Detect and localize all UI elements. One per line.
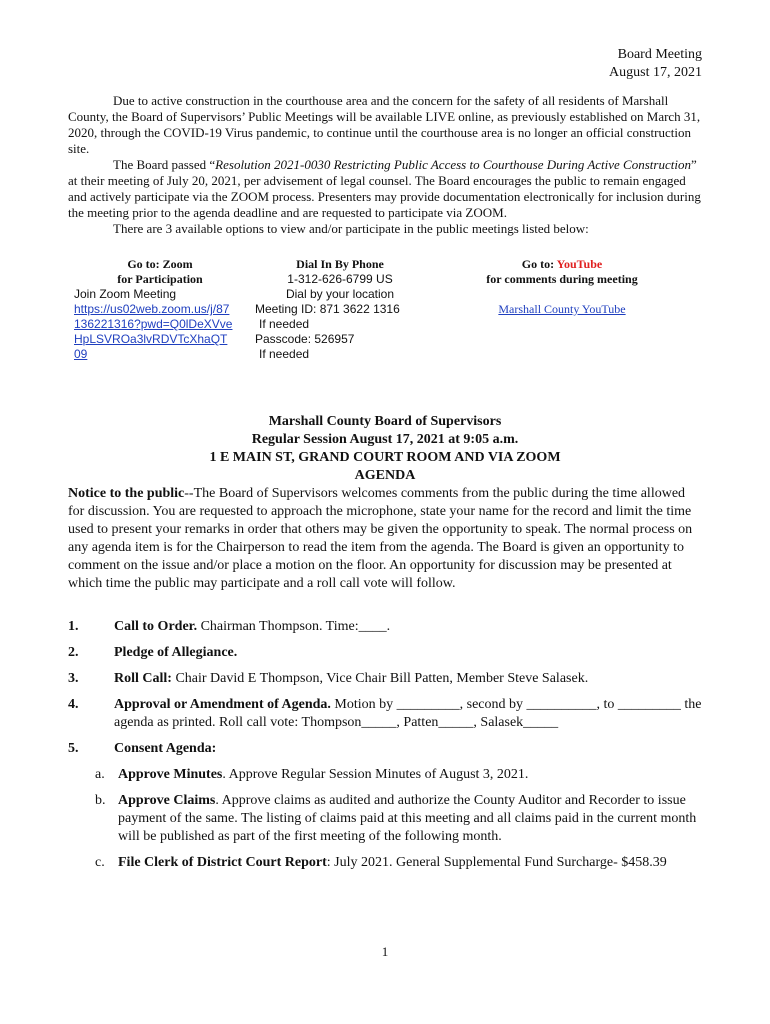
zoom-link-line: 09 — [74, 347, 88, 361]
intro-paragraph-3: There are 3 available options to view and/or participate in the public meetings listed below: — [113, 221, 589, 236]
public-notice — [68, 485, 704, 593]
zoom-meeting-link[interactable] — [74, 302, 246, 362]
zoom-heading: Go to: Zoom — [127, 257, 193, 271]
youtube-heading — [470, 257, 654, 272]
meeting-id: Meeting ID: 871 3622 1316 — [255, 302, 400, 316]
youtube-heading-prefix: Go to: — [521, 257, 557, 271]
if-needed-note: If needed — [259, 347, 310, 361]
zoom-link-line: HpLSVROa3lvRDVTcXhaQT — [74, 332, 228, 346]
dial-by-location: Dial by your location — [285, 287, 395, 301]
notice-text: --The Board of Supervisors welcomes comments from the public during the time allowed for discussion. You are requested to approach the microphone, state your name for the record and limit the time used to present your remarks in order that others may be given the opportunity to speak. The normal process on any agenda item is for the Chairperson to read the item from the agenda. The Board is given an opportunity to comment on the issue and/or place a motion on the floor. An opportunity for discussion may be presented at which time the public may participate and a roll call vote will follow. — [68, 486, 693, 591]
zoom-link-line: 136221316?pwd=Q0lDeXVve — [74, 317, 233, 331]
agenda-heading: AGENDA — [354, 468, 416, 483]
item-text: Motion by _________, second by __________, to _________ the agenda as printed. Roll call vote: Thompson_____, Patten_____, Salasek_____ — [114, 697, 702, 730]
sub-item-title: Approve Minutes — [118, 767, 223, 782]
sub-item-text: . Approve Regular Session Minutes of August 3, 2021. — [222, 767, 529, 782]
consent-item-clerk-report — [68, 854, 704, 872]
join-zoom-label: Join Zoom Meeting — [74, 287, 177, 301]
passcode: Passcode: 526957 — [255, 332, 355, 346]
header-meeting-type: Board Meeting — [617, 47, 702, 62]
notice-lead: Notice to the public — [68, 486, 185, 501]
board-name: Marshall County Board of Supervisors — [268, 414, 502, 429]
page-number: 1 — [381, 944, 389, 959]
item-number: 3. — [68, 671, 79, 686]
item-title: Approval or Amendment of Agenda. — [114, 697, 331, 712]
youtube-brand: YouTube — [556, 257, 603, 271]
sub-item-letter: a. — [95, 767, 105, 782]
item-number: 5. — [68, 741, 79, 756]
youtube-link[interactable]: Marshall County YouTube — [498, 302, 626, 316]
header-meeting-date: August 17, 2021 — [609, 65, 702, 80]
sub-item-title: Approve Claims — [118, 793, 216, 808]
item-number: 4. — [68, 697, 79, 712]
session-datetime: Regular Session August 17, 2021 at 9:05 a.m. — [251, 432, 519, 447]
intro-p2-prefix: The Board passed “ — [113, 157, 216, 172]
sub-item-letter: c. — [95, 855, 105, 870]
agenda-item-call-to-order — [68, 618, 704, 636]
if-needed-note: If needed — [259, 317, 310, 331]
agenda-item-roll-call — [68, 670, 704, 688]
sub-item-title: File Clerk of District Court Report — [118, 855, 327, 870]
intro-p2-suffix: ” at their meeting of July 20, 2021, per advisement of legal counsel. The Board encourages the public to remain engaged and actively participate via the ZOOM process. Presenters may provide documentation electronically for inclusion during the meeting prior to the agenda deadline and are requested to participate via ZOOM. — [68, 157, 701, 220]
zoom-subheading: for Participation — [117, 272, 203, 286]
item-title: Consent Agenda: — [114, 741, 217, 756]
sub-item-letter: b. — [95, 793, 106, 808]
item-title: Pledge of Allegiance. — [114, 645, 238, 660]
agenda-item-consent — [68, 740, 704, 758]
agenda-title-block — [0, 413, 770, 485]
intro-section — [68, 93, 702, 237]
sub-item-text: : July 2021. General Supplemental Fund Surcharge- $458.39 — [326, 855, 667, 870]
intro-paragraph-1: Due to active construction in the courthouse area and the concern for the safety of all residents of Marshall County, the Board of Supervisors’ Public Meetings will be available LIVE online, as previously established on March 31, 2020, through the COVID-19 Virus pandemic, to continue until the courthouse area is no longer an official construction site. — [68, 93, 701, 156]
item-text: Chair David E Thompson, Vice Chair Bill Patten, Member Steve Salasek. — [171, 671, 589, 686]
agenda-item-approval — [68, 696, 704, 732]
item-number: 2. — [68, 645, 79, 660]
intro-paragraph-2 — [68, 157, 702, 221]
phone-option — [255, 257, 425, 362]
item-title: Call to Order. — [114, 619, 198, 634]
consent-item-claims — [68, 792, 704, 846]
consent-item-minutes — [68, 766, 704, 784]
agenda-item-pledge — [68, 644, 704, 662]
meeting-location: 1 E MAIN ST, GRAND COURT ROOM AND VIA ZOOM — [209, 450, 561, 465]
item-title: Roll Call: — [114, 671, 172, 686]
resolution-title: Resolution 2021-0030 Restricting Public Access to Courthouse During Active Construction — [215, 157, 691, 172]
document-header — [609, 46, 702, 82]
phone-heading: Dial In By Phone — [296, 257, 384, 271]
sub-item-text: . Approve claims as audited and authorize the County Auditor and Recorder to issue payment of the same. The listing of claims paid at this meeting and all claims paid in the current month will be published as part of the first meeting of the following month. — [118, 793, 697, 844]
youtube-option — [470, 257, 654, 317]
item-text: Chairman Thompson. Time:____. — [197, 619, 391, 634]
agenda-list — [68, 618, 704, 880]
zoom-option — [74, 257, 246, 362]
item-number: 1. — [68, 619, 79, 634]
youtube-subheading: for comments during meeting — [486, 272, 638, 286]
zoom-link-line: https://us02web.zoom.us/j/87 — [74, 302, 230, 316]
phone-number: 1-312-626-6799 US — [287, 272, 393, 286]
